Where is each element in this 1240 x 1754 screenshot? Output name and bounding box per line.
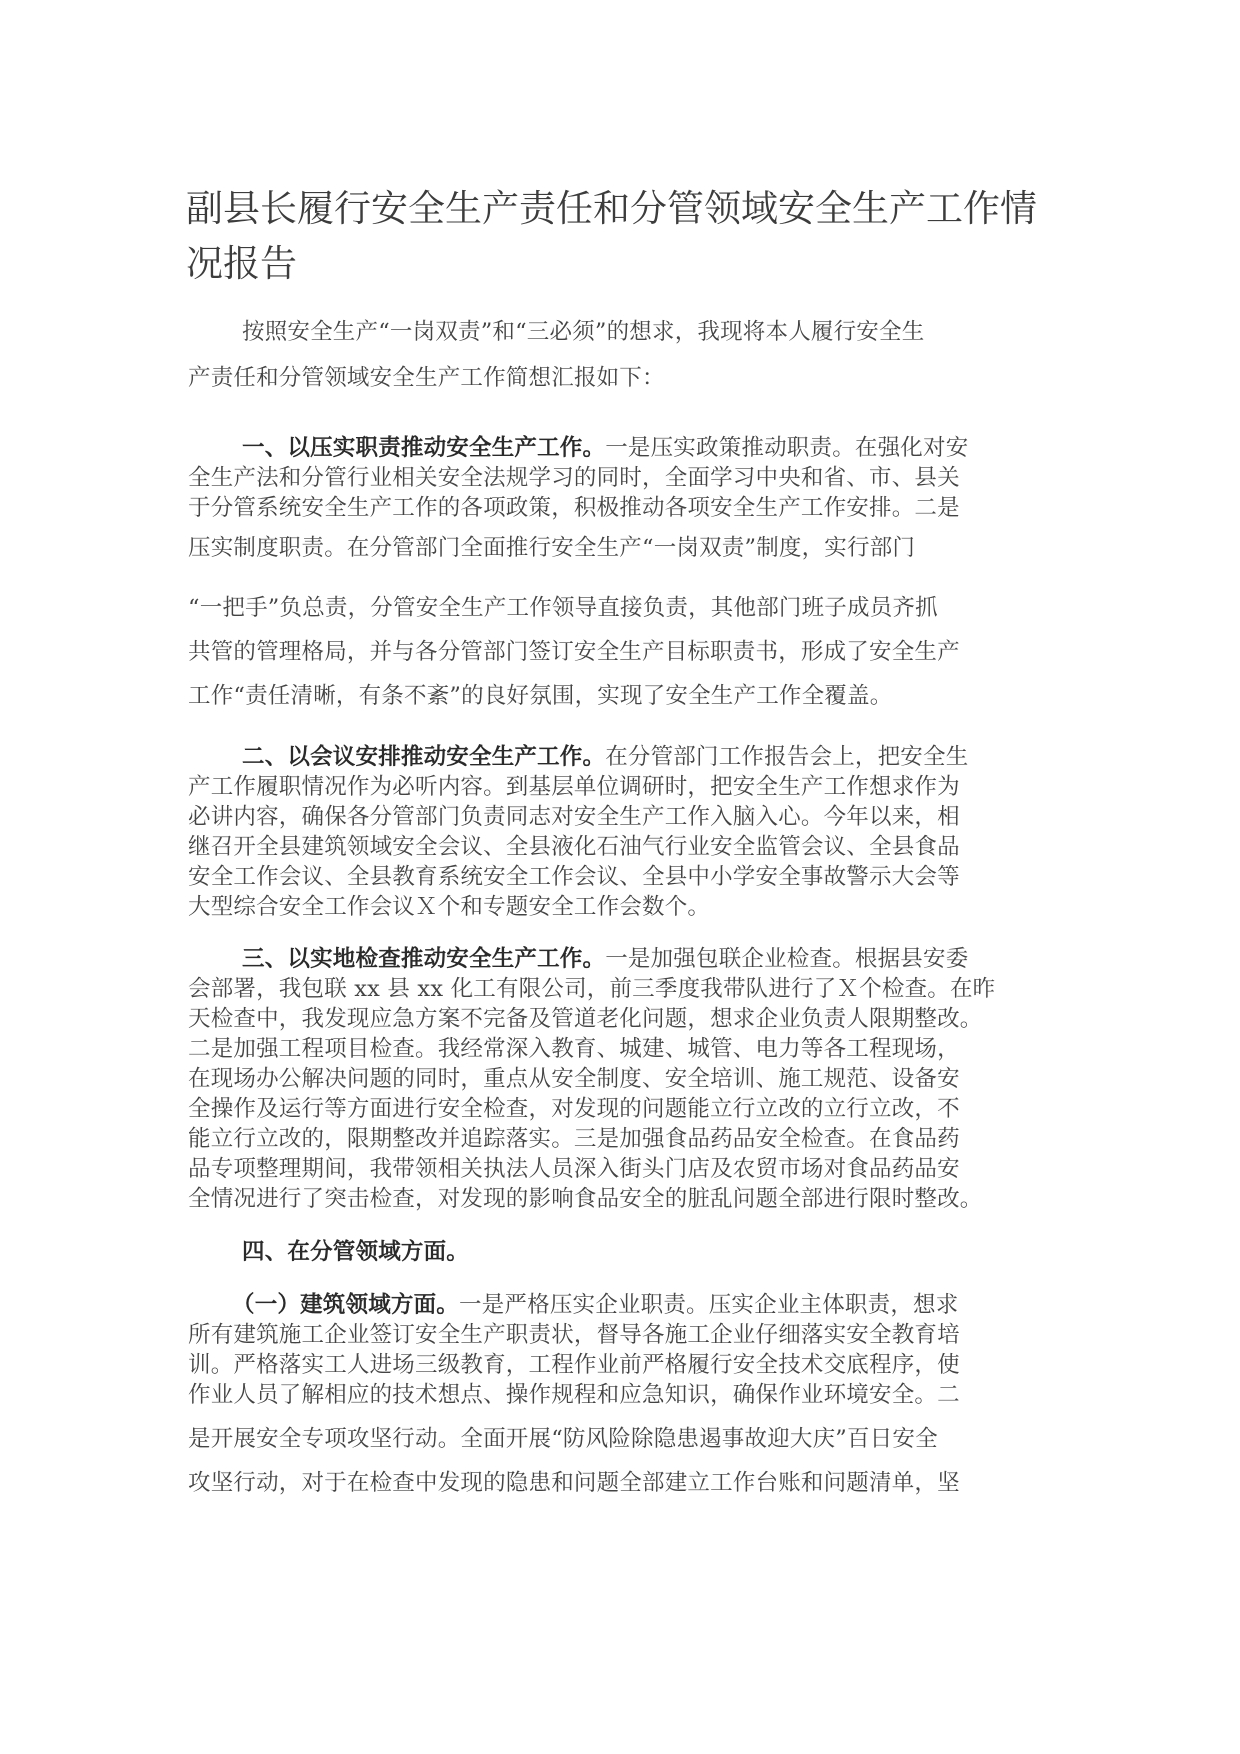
section-3-line: 天检查中，我发现应急方案不完备及管道老化问题，想求企业负责人限期整改。 — [188, 1006, 983, 1032]
section-2-text: 在分管部门工作报告会上，把安全生 — [605, 744, 969, 770]
section-2-line: 产工作履职情况作为必听内容。到基层单位调研时，把安全生产工作想求作为 — [188, 774, 960, 800]
section-4-sub-1-heading: （一）建筑领域方面。 — [232, 1292, 460, 1318]
section-3-line: 在现场办公解决问题的同时，重点从安全制度、安全培训、施工规范、设备安 — [188, 1066, 960, 1092]
section-3-line: 能立行立改的，限期整改并追踪落实。三是加强食品药品安全检查。在食品药 — [188, 1126, 960, 1152]
section-3-line: 全操作及运行等方面进行安全检查，对发现的问题能立行立改的立行立改，不 — [188, 1096, 960, 1122]
section-3-first-line — [242, 948, 1122, 971]
section-2-line: 安全工作会议、全县教育系统安全工作会议、全县中小学安全事故警示大会等 — [188, 864, 960, 890]
section-1-line: “一把手”负总责，分管安全生产工作领导直接负责，其他部门班子成员齐抓 — [188, 595, 938, 621]
document-title-line-1: 副县长履行安全生产责任和分管领域安全生产工作情 — [186, 187, 1037, 230]
intro-line: 产责任和分管领域安全生产工作简想汇报如下： — [188, 365, 665, 391]
section-3-heading: 三、以实地检查推动安全生产工作。 — [242, 946, 606, 972]
section-4-heading: 四、在分管领域方面。 — [242, 1239, 470, 1265]
section-4-sub-1-line: 是开展安全专项攻坚行动。全面开展“防风险除隐患遏事故迎大庆”百日安全 — [188, 1426, 938, 1452]
section-1-line: 于分管系统安全生产工作的各项政策，积极推动各项安全生产工作安排。二是 — [188, 495, 960, 521]
section-2-heading: 二、以会议安排推动安全生产工作。 — [242, 744, 606, 770]
section-3-line: 会部署，我包联 xx 县 xx 化工有限公司，前三季度我带队进行了Ｘ个检查。在昨 — [188, 976, 996, 1002]
intro-line: 按照安全生产“一岗双责”和“三必须”的想求，我现将本人履行安全生 — [242, 319, 925, 345]
section-1-line: 压实制度职责。在分管部门全面推行安全生产“一岗双责”制度，实行部门 — [188, 535, 916, 561]
section-2-first-line — [242, 746, 1122, 769]
section-4-sub-1-line: 训。严格落实工人进场三级教育，工程作业前严格履行安全技术交底程序，使 — [188, 1352, 960, 1378]
section-3-line: 品专项整理期间，我带领相关执法人员深入街头门店及农贸市场对食品药品安 — [188, 1156, 960, 1182]
section-2-line: 必讲内容，确保各分管部门负责同志对安全生产工作入脑入心。今年以来，相 — [188, 804, 960, 830]
section-2-line: 大型综合安全工作会议Ｘ个和专题安全工作会数个。 — [188, 894, 711, 920]
document-title-line-2: 况报告 — [186, 242, 297, 285]
section-1-first-line — [242, 437, 1122, 460]
section-4-sub-1-text: 一是严格压实企业职责。压实企业主体职责，想求 — [459, 1292, 959, 1318]
section-2-line: 继召开全县建筑领域安全会议、全县液化石油气行业安全监管会议、全县食品 — [188, 834, 960, 860]
section-3-line: 二是加强工程项目检查。我经常深入教育、城建、城管、电力等各工程现场， — [188, 1036, 960, 1062]
section-1-line: 共管的管理格局，并与各分管部门签订安全生产目标职责书，形成了安全生产 — [188, 639, 960, 665]
section-4-sub-1-line: 攻坚行动，对于在检查中发现的隐患和问题全部建立工作台账和问题清单，坚 — [188, 1470, 960, 1496]
section-3-text: 一是加强包联企业检查。根据县安委 — [605, 946, 969, 972]
section-1-heading: 一、以压实职责推动安全生产工作。 — [242, 435, 606, 461]
section-4-sub-1-first-line — [232, 1294, 1112, 1317]
section-4-sub-1-line: 作业人员了解相应的技术想点、操作规程和应急知识，确保作业环境安全。二 — [188, 1382, 960, 1408]
section-3-line: 全情况进行了突击检查，对发现的影响食品安全的脏乱问题全部进行限时整改。 — [188, 1186, 983, 1212]
section-1-line: 工作“责任清晰，有条不紊”的良好氛围，实现了安全生产工作全覆盖。 — [188, 683, 893, 709]
section-4-sub-1-line: 所有建筑施工企业签订安全生产职责状，督导各施工企业仔细落实安全教育培 — [188, 1322, 960, 1348]
section-1-text: 一是压实政策推动职责。在强化对安 — [605, 435, 969, 461]
section-1-line: 全生产法和分管行业相关安全法规学习的同时，全面学习中央和省、市、县关 — [188, 465, 960, 491]
